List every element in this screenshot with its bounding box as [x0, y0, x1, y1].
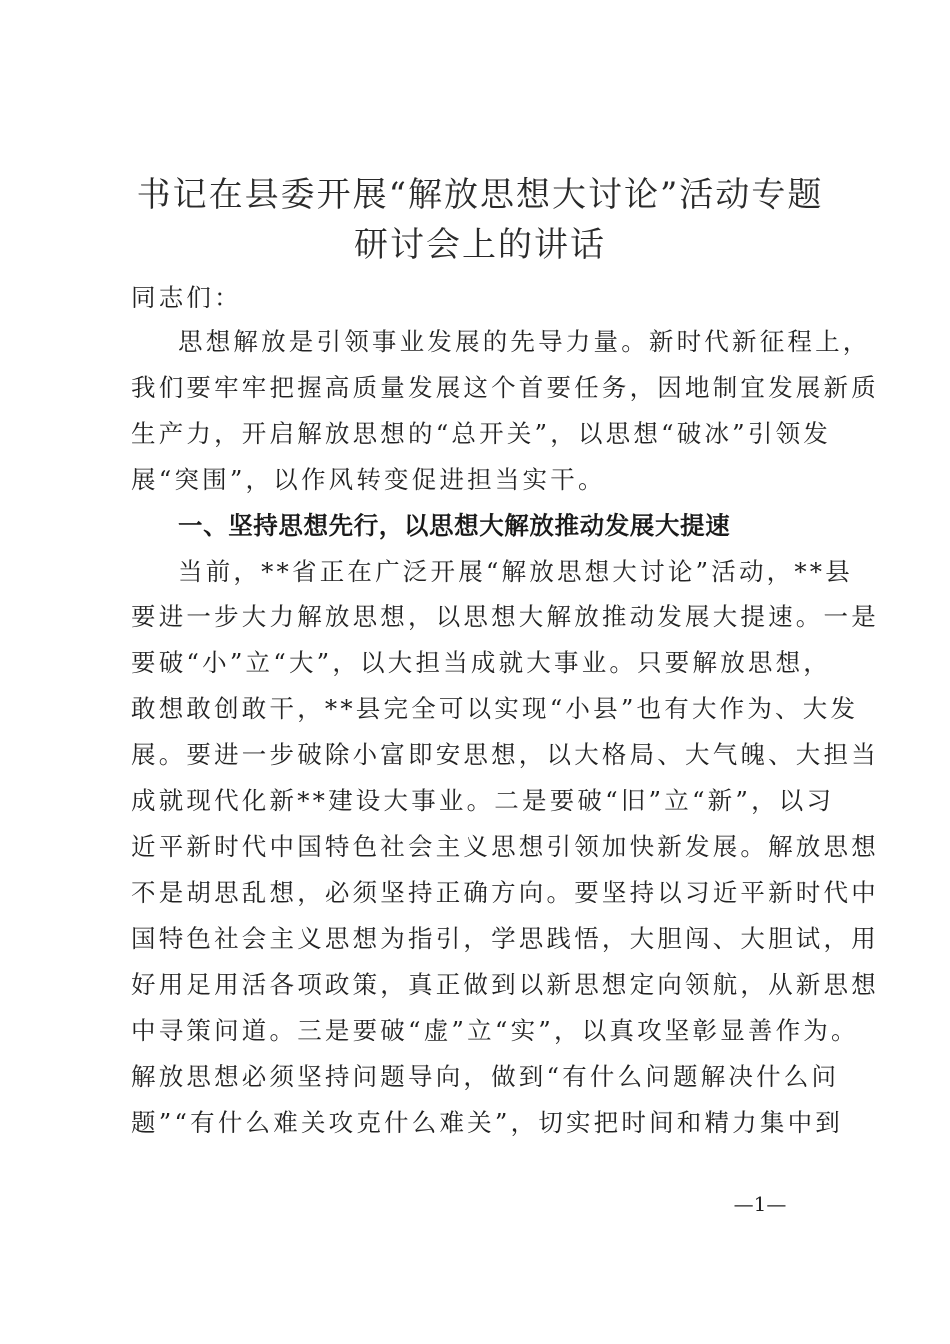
body-line-13: 题”“有什么难关攻克什么难关”，切实把时间和精力集中到 [131, 1108, 843, 1137]
body-line-10: 好用足用活各项政策，真正做到以新思想定向领航，从新思想 [131, 970, 879, 999]
body-line-1: 当前，**省正在广泛开展“解放思想大讨论”活动，**县 [178, 557, 853, 586]
body-line-9: 国特色社会主义思想为指引，学思践悟，大胆闯、大胆试，用 [131, 924, 879, 953]
intro-line-1: 思想解放是引领事业发展的先导力量。新时代新征程上， [178, 327, 871, 356]
body-line-6: 成就现代化新**建设大事业。二是要破“旧”立“新”，以习 [131, 786, 835, 815]
body-line-12: 解放思想必须坚持问题导向，做到“有什么问题解决什么问 [131, 1062, 840, 1091]
body-line-2: 要进一步大力解放思想，以思想大解放推动发展大提速。一是 [131, 602, 879, 631]
page-number: —1— [733, 1192, 787, 1216]
body-line-3: 要破“小”立“大”，以大担当成就大事业。只要解放思想， [131, 648, 831, 677]
section-heading: 一、坚持思想先行，以思想大解放推动发展大提速 [178, 511, 731, 540]
body-line-4: 敢想敢创敢干，**县完全可以实现“小县”也有大作为、大发 [131, 694, 859, 723]
document-title-line-2: 研讨会上的讲话 [354, 225, 606, 265]
intro-line-3: 生产力，开启解放思想的“总开关”，以思想“破冰”引领发 [131, 419, 831, 448]
body-line-5: 展。要进一步破除小富即安思想，以大格局、大气魄、大担当 [131, 740, 879, 769]
body-line-7: 近平新时代中国特色社会主义思想引领加快新发展。解放思想 [131, 832, 879, 861]
body-line-8: 不是胡思乱想，必须坚持正确方向。要坚持以习近平新时代中 [131, 878, 879, 907]
body-line-11: 中寻策问道。三是要破“虚”立“实”，以真攻坚彰显善作为。 [131, 1016, 859, 1045]
intro-line-2: 我们要牢牢把握高质量发展这个首要任务，因地制宜发展新质 [131, 373, 879, 402]
document-title-line-1: 书记在县委开展“解放思想大讨论”活动专题 [136, 175, 824, 215]
intro-line-4: 展“突围”，以作风转变促进担当实干。 [131, 465, 606, 494]
salutation: 同志们： [131, 283, 242, 312]
